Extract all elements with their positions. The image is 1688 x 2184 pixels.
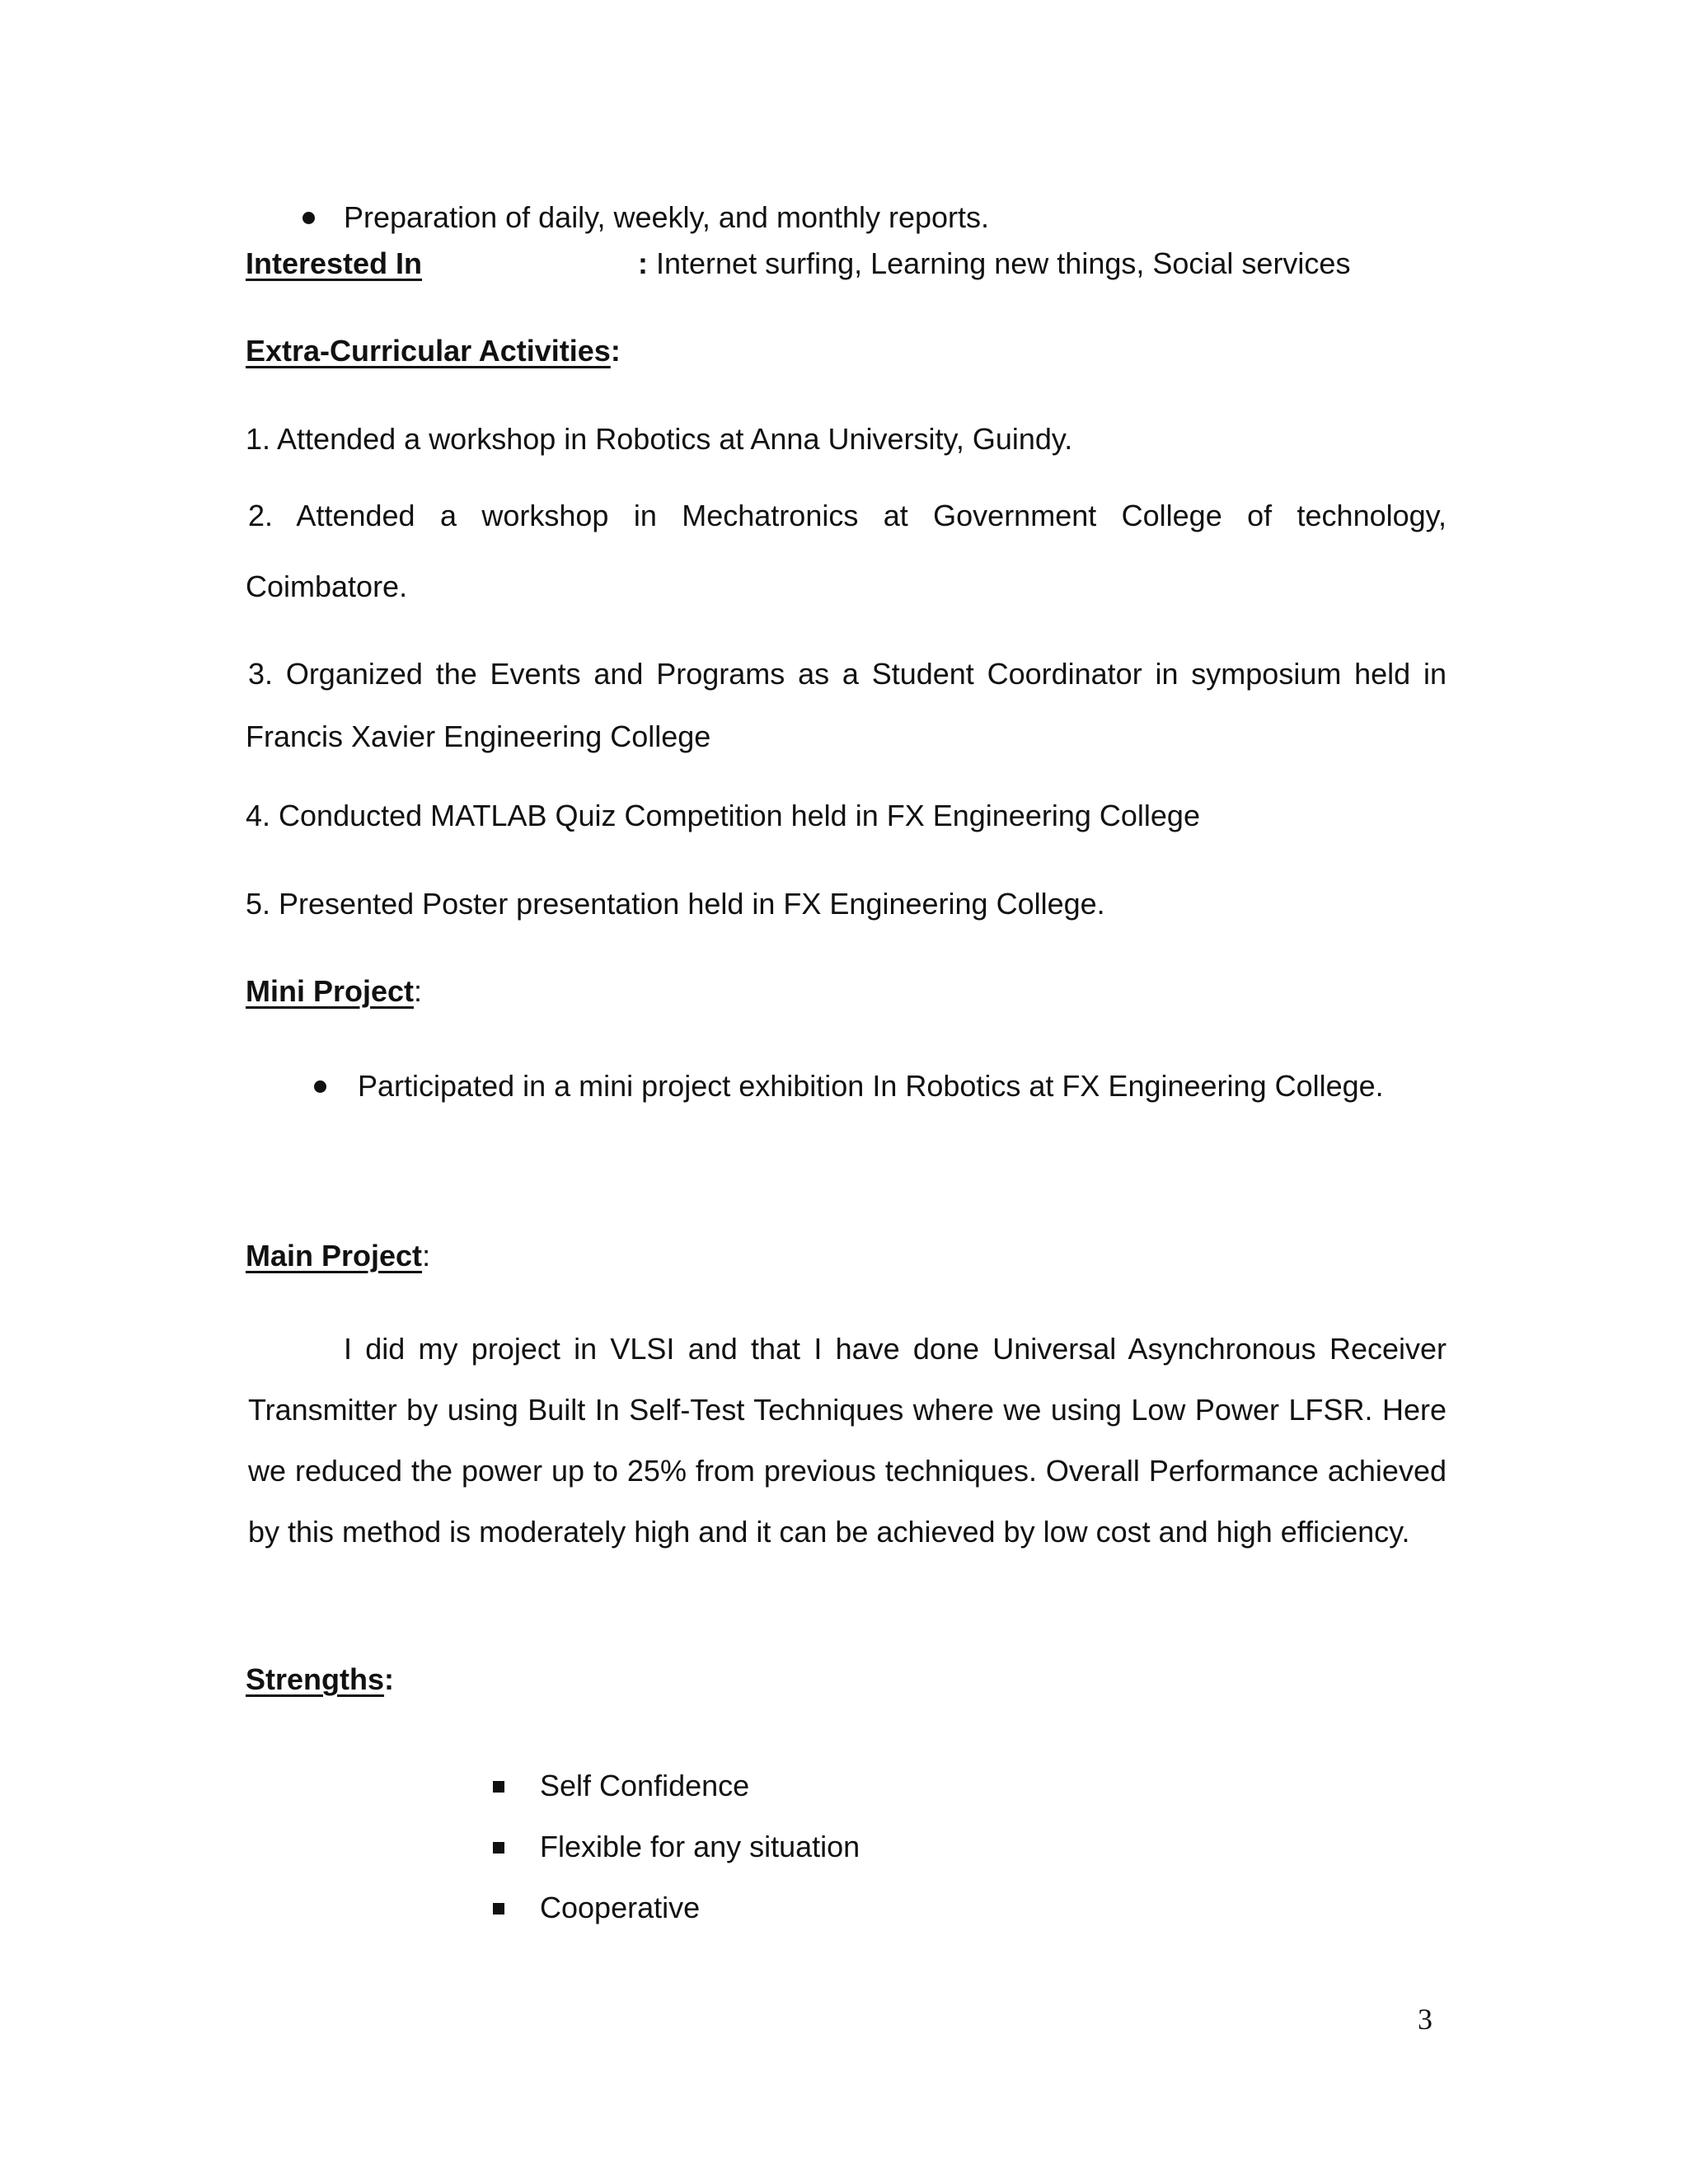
interested-value-line: [638, 246, 1350, 282]
page-number: 3: [1418, 2003, 1432, 2036]
activity-item-3-line-1: 3. Organized the Events and Programs as a Student Coordinator in symposium held in: [248, 657, 1447, 691]
strengths-heading: Strengths: [246, 1662, 385, 1696]
interested-label: [246, 246, 422, 282]
strength-item: Flexible for any situation: [540, 1830, 860, 1863]
mini-project-heading: Mini Project: [246, 974, 415, 1008]
activity-item-2-line-2: Coimbatore.: [246, 569, 408, 603]
square-bullet-icon: [493, 1903, 504, 1915]
interested-value: Internet surfing, Learning new things, Social services: [648, 246, 1351, 280]
main-project-colon: :: [422, 1239, 431, 1272]
square-bullet-icon: [493, 1842, 504, 1854]
activity-item-5: 5. Presented Poster presentation held in FX Engineering College.: [246, 887, 1105, 921]
activity-item-2-line-1: 2. Attended a workshop in Mechatronics at Government College of technology,: [248, 499, 1447, 532]
interested-colon: :: [638, 246, 648, 280]
mini-project-heading-line: [246, 973, 422, 1010]
main-project-paragraph: I did my project in VLSI and that I have done Universal Asynchronous Receiver Transmitter by using Built In Self-Test Techniques where we using Low Power LFSR. Here we reduced the power up to 25% from previous techniques. Overall Performance achieved by this method is moderately high and it can be achieved by low cost and high efficiency.: [248, 1332, 1447, 1549]
mini-project-bullet-text: Participated in a mini project exhibition In Robotics at FX Engineering College.: [358, 1069, 1384, 1103]
bullet-dot-icon: [314, 1080, 326, 1093]
report-bullet-text: Preparation of daily, weekly, and monthly reports.: [344, 200, 990, 234]
activity-item-4: 4. Conducted MATLAB Quiz Competition held in FX Engineering College: [246, 799, 1200, 832]
strength-item: Self Confidence: [540, 1769, 750, 1802]
activity-item-1: 1. Attended a workshop in Robotics at Anna University, Guindy.: [246, 422, 1073, 456]
extra-curricular-heading: Extra-Curricular Activities: [246, 334, 611, 368]
extra-curricular-heading-line: [246, 333, 621, 369]
activity-item-3-line-2: Francis Xavier Engineering College: [246, 719, 711, 753]
strength-item: Cooperative: [540, 1891, 701, 1924]
strengths-colon: :: [384, 1662, 395, 1696]
main-project-heading: Main Project: [246, 1239, 423, 1272]
bullet-dot-icon: [302, 212, 315, 224]
square-bullet-icon: [493, 1781, 504, 1793]
mini-project-colon: :: [414, 974, 423, 1008]
interested-heading: Interested In: [246, 246, 423, 280]
strengths-heading-line: [246, 1661, 394, 1698]
extra-curricular-colon: :: [610, 334, 621, 368]
main-project-heading-line: [246, 1238, 430, 1274]
